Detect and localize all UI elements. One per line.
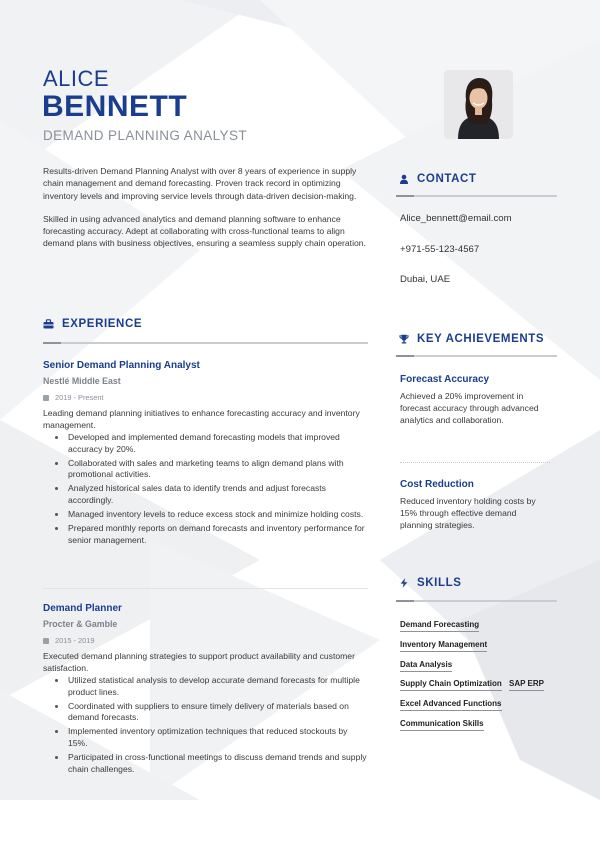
job-bullet: Implemented inventory optimization techniques that reduced stockouts by 15%.	[43, 726, 368, 749]
experience-rule	[43, 342, 368, 344]
job-description: Leading demand planning initiatives to enhance forecasting accuracy and inventory management.	[43, 408, 360, 430]
experience-heading	[43, 318, 142, 330]
job-dates-text: 2019 - Present	[55, 393, 104, 402]
job-company: Nestlé Middle East	[43, 376, 121, 386]
job-bullet: Collaborated with sales and marketing teams to align demand plans with promotional activities.	[43, 458, 368, 481]
job-bullet: Analyzed historical sales data to identify trends and adjust forecasts accordingly.	[43, 483, 368, 506]
job-dates	[43, 393, 368, 402]
job-bullet: Prepared monthly reports on demand forecasts and inventory performance for senior management.	[43, 523, 368, 546]
trophy-icon	[398, 334, 409, 345]
contact-heading	[398, 173, 477, 185]
skill-tag: Excel Advanced Functions	[400, 699, 502, 711]
achievement-description: Achieved a 20% improvement in forecast accuracy through advanced analytics and collaboration.	[400, 391, 539, 425]
job-bullet: Coordinated with suppliers to ensure timely delivery of materials based on demand forecasts.	[43, 701, 368, 724]
skill-tag: Communication Skills	[400, 719, 484, 731]
person-icon	[398, 174, 409, 185]
job-title: DEMAND PLANNING ANALYST	[43, 128, 247, 143]
skill-tag: Demand Forecasting	[400, 620, 479, 632]
achievement-item	[400, 479, 550, 531]
achievement-item	[400, 374, 550, 426]
job-role: Demand Planner	[43, 603, 122, 614]
job-divider	[43, 588, 368, 589]
achievement-title: Forecast Accuracy	[400, 374, 490, 385]
job-description: Executed demand planning strategies to support product availability and customer satisfaction.	[43, 651, 355, 673]
job-bullet: Developed and implemented demand forecasting models that improved accuracy by 20%.	[43, 432, 368, 455]
profile-photo	[444, 70, 513, 139]
skills-heading-label: SKILLS	[417, 577, 462, 589]
calendar-icon	[43, 395, 49, 401]
job-role: Senior Demand Planning Analyst	[43, 360, 200, 371]
briefcase-icon	[43, 319, 54, 330]
lightning-icon	[398, 578, 409, 589]
contact-email[interactable]: Alice_bennett@email.com	[400, 213, 512, 224]
skill-tag: Data Analysis	[400, 660, 452, 672]
contact-location: Dubai, UAE	[400, 274, 451, 285]
contact-rule	[396, 195, 557, 197]
job-bullet: Managed inventory levels to reduce excess stock and minimize holding costs.	[43, 509, 368, 521]
skills-heading	[398, 577, 462, 589]
job-bullet: Participated in cross-functional meetings to discuss demand trends and supply chain challenges.	[43, 752, 368, 775]
first-name: ALICE	[43, 66, 110, 91]
summary-paragraph: Skilled in using advanced analytics and demand planning software to enhance forecasting accuracy. Adept at collaborating with cross-functional teams to align demand plans with business objectives, ensuring a seamless supply chain operation.	[43, 213, 366, 249]
achievement-title: Cost Reduction	[400, 479, 474, 490]
achievement-divider	[400, 462, 550, 463]
job-entry	[43, 360, 368, 549]
calendar-icon	[43, 638, 49, 644]
job-bullet: Utilized statistical analysis to develop accurate demand forecasts for multiple product lines.	[43, 675, 368, 698]
achievements-rule	[396, 355, 557, 357]
portrait-image	[444, 70, 513, 139]
job-entry	[43, 603, 368, 778]
summary-paragraph: Results-driven Demand Planning Analyst with over 8 years of experience in supply chain management and demand forecasting. Proven track record in optimizing inventory levels and improving service levels through data-driven decision-making.	[43, 166, 357, 201]
job-dates-text: 2015 - 2019	[55, 636, 95, 645]
skills-rule	[396, 600, 557, 602]
job-bullet-list	[43, 675, 368, 775]
job-bullet-list	[43, 432, 368, 546]
job-dates	[43, 636, 368, 645]
experience-heading-label: EXPERIENCE	[62, 318, 143, 330]
skill-tag: SAP ERP	[509, 679, 544, 691]
achievement-description: Reduced inventory holding costs by 15% through effective demand planning strategies.	[400, 496, 536, 530]
job-company: Procter & Gamble	[43, 619, 118, 629]
contact-heading-label: CONTACT	[417, 173, 477, 185]
contact-phone[interactable]: +971-55-123-4567	[400, 244, 480, 255]
skill-tag: Supply Chain Optimization	[400, 679, 502, 691]
achievements-heading-label: KEY ACHIEVEMENTS	[417, 333, 545, 345]
last-name: BENNETT	[42, 90, 188, 123]
achievements-heading	[398, 333, 544, 345]
profile-summary	[43, 165, 368, 250]
skill-tag: Inventory Management	[400, 640, 487, 652]
